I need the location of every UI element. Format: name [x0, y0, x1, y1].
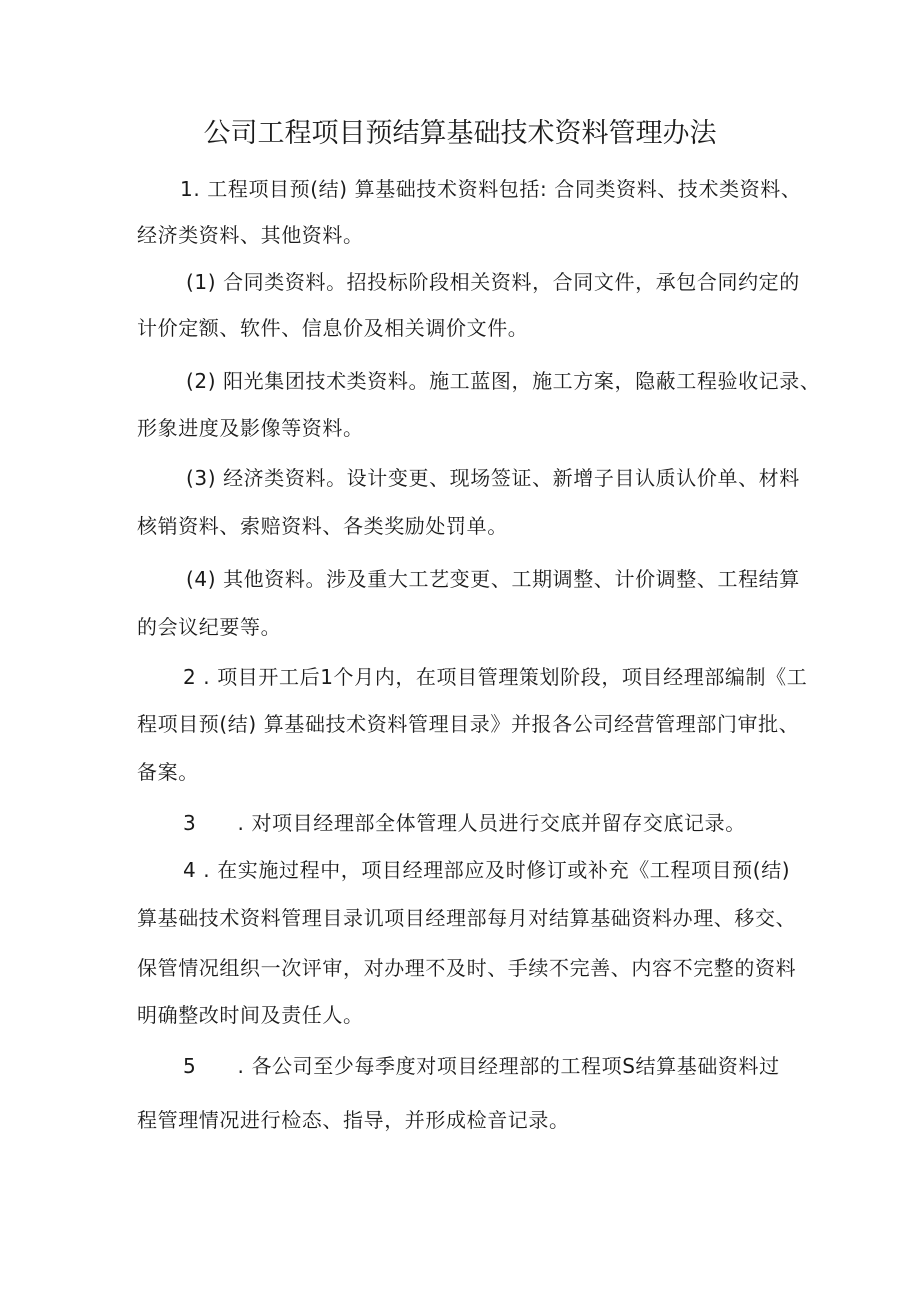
paragraph-line: 经济类资料、其他资料。: [137, 223, 364, 247]
paragraph-line: 算基础技术资料管理目录讥项目经理部每月对结算基础资料办理、移交、: [137, 906, 797, 930]
paragraph-line: 计价定额、软件、信息价及相关调价文件。: [137, 316, 529, 340]
paragraph-line: 4 . 在实施过程中，项目经理部应及时修订或补充《工程项目预(结): [183, 858, 791, 882]
paragraph-line: 1. 工程项目预(结) 算基础技术资料包括: 合同类资料、技术类资料、: [180, 177, 802, 201]
paragraph-line: 核销资料、索赔资料、各类奖励处罚单。: [137, 514, 508, 538]
paragraph-line: 备案。: [137, 760, 199, 784]
paragraph-line: 2 . 项目开工后1个月内，在项目管理策划阶段，项目经理部编制《工: [183, 665, 808, 689]
paragraph-line: 程管理情况进行检态、指导，并形成检音记录。: [137, 1108, 570, 1132]
paragraph-line: 5 . 各公司至少每季度对项目经理部的工程项S结算基础资料过: [183, 1054, 780, 1078]
paragraph-line: 3 . 对项目经理部全体管理人员进行交底并留存交底记录。: [183, 811, 746, 835]
paragraph-line: 形象进度及影像等资料。: [137, 416, 364, 440]
paragraph-line: 的会议纪要等。: [137, 615, 282, 639]
paragraph-line: (3) 经济类资料。设计变更、现场签证、新增子目认质认价单、材料: [186, 466, 800, 490]
paragraph-line: (2) 阳光集团技术类资料。施工蓝图，施工方案，隐蔽工程验收记录、: [186, 369, 821, 393]
paragraph-line: (1) 合同类资料。招投标阶段相关资料，合同文件，承包合同约定的: [186, 270, 800, 294]
paragraph-line: 保管情况组织一次评审，对办理不及时、手续不完善、内容不完整的资料: [137, 956, 797, 980]
document-title: 公司工程项目预结算基础技术资料管理办法: [203, 118, 717, 149]
paragraph-line: (4) 其他资料。涉及重大工艺变更、工期调整、计价调整、工程结算: [186, 567, 800, 591]
paragraph-line: 程项目预(结) 算基础技术资料管理目录》并报各公司经营管理部门审批、: [137, 712, 800, 736]
paragraph-line: 明确整改时间及责任人。: [137, 1003, 364, 1027]
